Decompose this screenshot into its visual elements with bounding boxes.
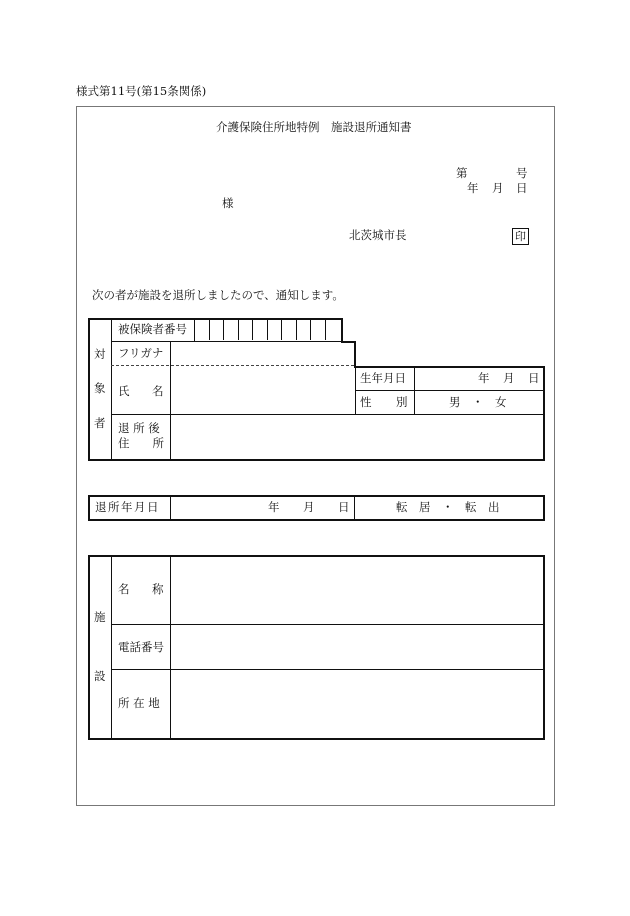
facility-location-label: 所 在 地 [118, 696, 160, 710]
form-title: 介護保険住所地特例 施設退所通知書 [216, 120, 412, 134]
form-number: 様式第11号(第15条関係) [76, 84, 207, 98]
facility-label-1: 施 [94, 610, 106, 624]
furigana-field[interactable] [172, 343, 352, 364]
discharge-day: 日 [338, 500, 350, 514]
name-field[interactable] [172, 367, 354, 413]
discharge-month: 月 [303, 500, 315, 514]
issuer-name: 北茨城市長 [349, 228, 407, 242]
furigana-label: フリガナ [118, 346, 164, 360]
number-suffix: 号 [516, 166, 528, 180]
address-label-2: 住 所 [118, 436, 164, 450]
discharge-date-label: 退所年月日 [95, 500, 160, 514]
post-discharge-address-field[interactable] [172, 416, 542, 458]
facility-label-2: 設 [94, 669, 106, 683]
issue-year: 年 [467, 181, 479, 195]
facility-phone-label: 電話番号 [118, 640, 164, 654]
birthdate-label: 生年月日 [360, 371, 406, 385]
discharge-options: 転 居 ・ 転 出 [396, 500, 500, 514]
seal-mark: 印 [512, 228, 529, 245]
name-label-2: 名 [152, 384, 164, 398]
facility-location-field[interactable] [172, 671, 542, 737]
birth-day: 日 [528, 371, 540, 385]
facility-name-label-2: 称 [152, 582, 164, 596]
birth-year: 年 [478, 371, 490, 385]
discharge-date-field[interactable] [172, 497, 352, 519]
subject-label-1: 対 [94, 347, 106, 361]
address-label-1: 退 所 後 [118, 421, 160, 435]
birthdate-field[interactable] [416, 368, 542, 389]
name-label-1: 氏 [118, 384, 130, 398]
sex-label-1: 性 [360, 395, 372, 409]
insured-number-label: 被保険者番号 [118, 322, 187, 336]
subject-label-2: 象 [94, 381, 106, 395]
facility-name-label-1: 名 [118, 582, 130, 596]
sex-field[interactable] [416, 392, 542, 413]
number-prefix: 第 [456, 166, 468, 180]
discharge-type-field[interactable] [356, 497, 542, 519]
facility-name-field[interactable] [172, 558, 542, 623]
birth-month: 月 [503, 371, 515, 385]
sex-options: 男 ・ 女 [449, 395, 507, 409]
discharge-year: 年 [268, 500, 280, 514]
intro-text: 次の者が施設を退所しましたので、通知します。 [92, 288, 344, 302]
insured-number-field[interactable] [196, 320, 340, 340]
addressee-suffix: 様 [222, 196, 234, 210]
issue-month: 月 [492, 181, 504, 195]
issue-day: 日 [516, 181, 528, 195]
subject-label-3: 者 [94, 416, 106, 430]
facility-phone-field[interactable] [172, 626, 542, 668]
sex-label-2: 別 [396, 395, 408, 409]
